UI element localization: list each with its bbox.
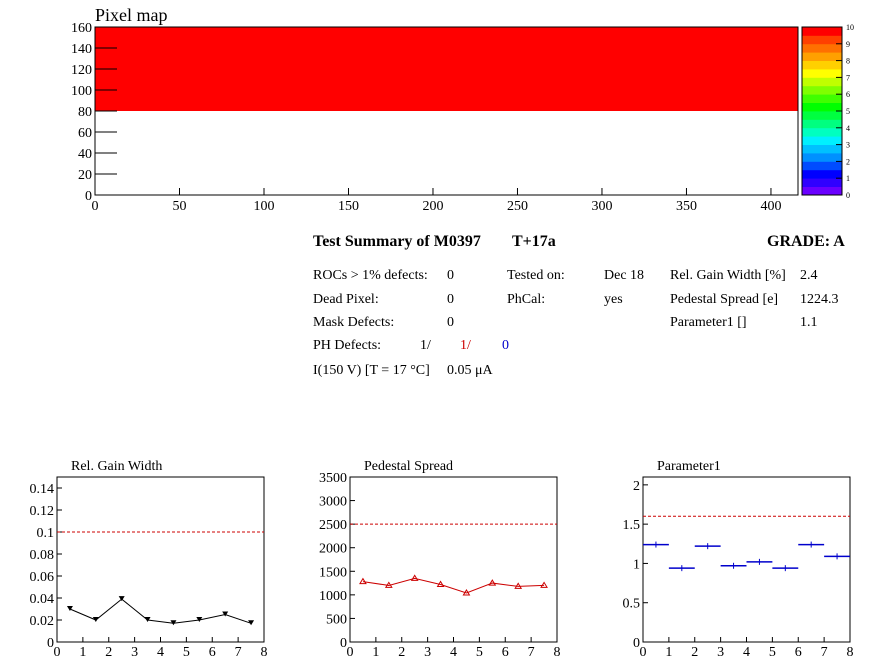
palette-tick-label-4: 4 (846, 123, 850, 133)
param1-xtick-label-4: 4 (743, 645, 750, 660)
heatmap-xtick-label-3: 150 (337, 199, 359, 214)
heatmap-ytick-label-6: 120 (71, 63, 92, 78)
dead-label: Dead Pixel: (313, 292, 379, 307)
palette-cell (802, 44, 842, 53)
pedestal-xtick-label-5: 5 (475, 645, 483, 660)
palette-tick-label-2: 2 (846, 157, 850, 167)
ped-value: 1224.3 (800, 292, 839, 307)
ph-label: PH Defects: (313, 338, 382, 353)
gain-ytick-label-5: 0.1 (36, 526, 54, 541)
heatmap-ytick-label-8: 160 (71, 21, 92, 36)
ped-label: Pedestal Spread [e] (670, 292, 779, 307)
palette-cell (802, 161, 842, 170)
heatmap-xtick-label-5: 250 (506, 199, 528, 214)
heatmap-title: Pixel map (95, 5, 168, 25)
palette-cell (802, 111, 842, 120)
pedestal-ytick-label-3: 1500 (319, 565, 347, 581)
mask-label: Mask Defects: (313, 315, 395, 330)
param1-ytick-label-2: 1 (633, 557, 640, 573)
pedestal-xtick-label-1: 1 (372, 645, 380, 660)
param1-ytick-label-3: 1.5 (622, 518, 640, 534)
summary-temp: T+17a (512, 233, 556, 250)
param1-xtick-label-7: 7 (820, 645, 828, 660)
gain-xtick-label-5: 5 (182, 645, 190, 660)
pedestal-ytick-label-1: 500 (326, 612, 347, 628)
ph-value-2: 1/ (460, 338, 471, 353)
palette-cell (802, 86, 842, 95)
pedestal-ytick-label-5: 2500 (319, 518, 347, 534)
pedestal-point-0 (360, 579, 366, 584)
heatmap-ytick-label-5: 100 (71, 84, 92, 99)
tested-label: Tested on: (507, 268, 565, 283)
palette-cell (802, 153, 842, 162)
pedestal-ytick-label-7: 3500 (319, 471, 347, 486)
palette-tick-label-5: 5 (846, 107, 850, 116)
param1-frame (643, 477, 850, 642)
palette-cell (802, 35, 842, 44)
gain-ytick-label-3: 0.06 (29, 570, 54, 585)
pedestal-ytick-label-0: 0 (340, 636, 347, 651)
gain-xtick-label-3: 3 (131, 645, 139, 660)
gain-ytick-label-1: 0.02 (29, 614, 54, 629)
gain-point-6 (222, 612, 228, 617)
palette-tick-label-6: 6 (846, 90, 850, 100)
pedestal-point-7 (541, 582, 547, 587)
palette-cell (802, 61, 842, 70)
gain-title: Rel. Gain Width (71, 459, 163, 474)
gain-xtick-label-7: 7 (234, 645, 242, 660)
palette-tick-label-7: 7 (846, 73, 850, 83)
palette-cell (802, 52, 842, 61)
palette-tick-label-8: 8 (846, 56, 850, 66)
param1-title: Parameter1 (657, 459, 721, 474)
pedestal-ytick-label-6: 3000 (319, 494, 347, 510)
pedestal-xtick-label-8: 8 (553, 645, 561, 660)
heatmap-ytick-label-7: 140 (71, 42, 92, 57)
tested-value: Dec 18 (604, 268, 645, 283)
par-value: 1.1 (800, 315, 818, 330)
palette-cell (802, 136, 842, 145)
palette-cell (802, 77, 842, 86)
param1-xtick-label-0: 0 (639, 645, 647, 660)
param1-xtick-label-8: 8 (846, 645, 854, 660)
pedestal-ytick-label-2: 1000 (319, 588, 347, 604)
palette-cell (802, 187, 842, 196)
current-label: I(150 V) [T = 17 °C] (313, 363, 430, 378)
heatmap-ytick-label-1: 20 (78, 168, 92, 183)
palette-tick-label-0: 0 (846, 191, 850, 200)
heatmap-filled-region (95, 27, 798, 111)
palette-cell (802, 178, 842, 187)
dead-value: 0 (447, 292, 454, 307)
gain-xtick-label-6: 6 (208, 645, 216, 660)
pedestal-title: Pedestal Spread (364, 459, 454, 474)
heatmap-ytick-label-2: 40 (78, 147, 92, 162)
palette-cell (802, 145, 842, 154)
heatmap-xtick-label-0: 0 (91, 199, 99, 214)
palette-tick-label-1: 1 (846, 174, 850, 184)
summary-grade: GRADE: A (767, 233, 845, 250)
gain-ytick-label-4: 0.08 (29, 548, 54, 563)
pedestal-xtick-label-6: 6 (501, 645, 509, 660)
phcal-value: yes (604, 292, 623, 307)
palette-cell (802, 170, 842, 179)
gain-ytick-label-2: 0.04 (29, 592, 54, 607)
phcal-label: PhCal: (507, 292, 546, 307)
heatmap-xtick-label-8: 400 (760, 199, 782, 214)
rocs-value: 0 (447, 268, 454, 283)
palette-cell (802, 119, 842, 128)
palette-tick-label-10: 10 (846, 23, 854, 32)
gain-xtick-label-8: 8 (260, 645, 268, 660)
pedestal-xtick-label-7: 7 (527, 645, 535, 660)
pedestal-xtick-label-3: 3 (424, 645, 432, 660)
gain-value: 2.4 (800, 268, 818, 283)
gain-xtick-label-1: 1 (79, 645, 87, 660)
gain-label: Rel. Gain Width [%] (670, 268, 786, 283)
heatmap-xtick-label-4: 200 (422, 199, 444, 214)
gain-ytick-label-6: 0.12 (29, 504, 54, 519)
current-value: 0.05 μA (447, 363, 493, 378)
pedestal-ytick-label-4: 2000 (319, 541, 347, 557)
pedestal-xtick-label-4: 4 (450, 645, 457, 660)
ph-value-3: 0 (502, 338, 509, 353)
palette-cell (802, 128, 842, 137)
ph-value-1: 1/ (420, 338, 431, 353)
palette-tick-label-9: 9 (846, 39, 850, 49)
heatmap-xtick-label-7: 350 (675, 199, 697, 214)
palette-tick-label-3: 3 (846, 140, 850, 150)
heatmap-ytick-label-0: 0 (85, 189, 92, 204)
param1-xtick-label-5: 5 (768, 645, 776, 660)
param1-ytick-label-0: 0 (633, 636, 640, 651)
heatmap-xtick-label-2: 100 (253, 199, 275, 214)
summary-title: Test Summary of M0397 (313, 233, 481, 250)
pedestal-xtick-label-0: 0 (346, 645, 354, 660)
heatmap-ytick-label-3: 60 (78, 126, 92, 141)
param1-xtick-label-2: 2 (691, 645, 699, 660)
gain-xtick-label-0: 0 (53, 645, 61, 660)
param1-xtick-label-6: 6 (794, 645, 802, 660)
rocs-label: ROCs > 1% defects: (313, 268, 428, 283)
palette-cell (802, 69, 842, 78)
param1-ytick-label-1: 0.5 (622, 596, 640, 612)
par-label: Parameter1 [] (670, 315, 747, 330)
gain-ytick-label-7: 0.14 (29, 482, 54, 497)
param1-xtick-label-1: 1 (665, 645, 673, 660)
pedestal-xtick-label-2: 2 (398, 645, 406, 660)
palette-cell (802, 94, 842, 103)
param1-xtick-label-3: 3 (717, 645, 725, 660)
gain-xtick-label-2: 2 (105, 645, 113, 660)
gain-ytick-label-0: 0 (47, 636, 54, 651)
pedestal-frame (350, 477, 557, 642)
mask-value: 0 (447, 315, 454, 330)
palette-cell (802, 27, 842, 36)
heatmap-ytick-label-4: 80 (78, 105, 92, 120)
heatmap-xtick-label-6: 300 (591, 199, 613, 214)
gain-point-3 (145, 617, 151, 622)
palette-cell (802, 103, 842, 112)
heatmap-xtick-label-1: 50 (172, 199, 187, 214)
gain-xtick-label-4: 4 (157, 645, 164, 660)
param1-ytick-label-4: 2 (633, 478, 640, 494)
